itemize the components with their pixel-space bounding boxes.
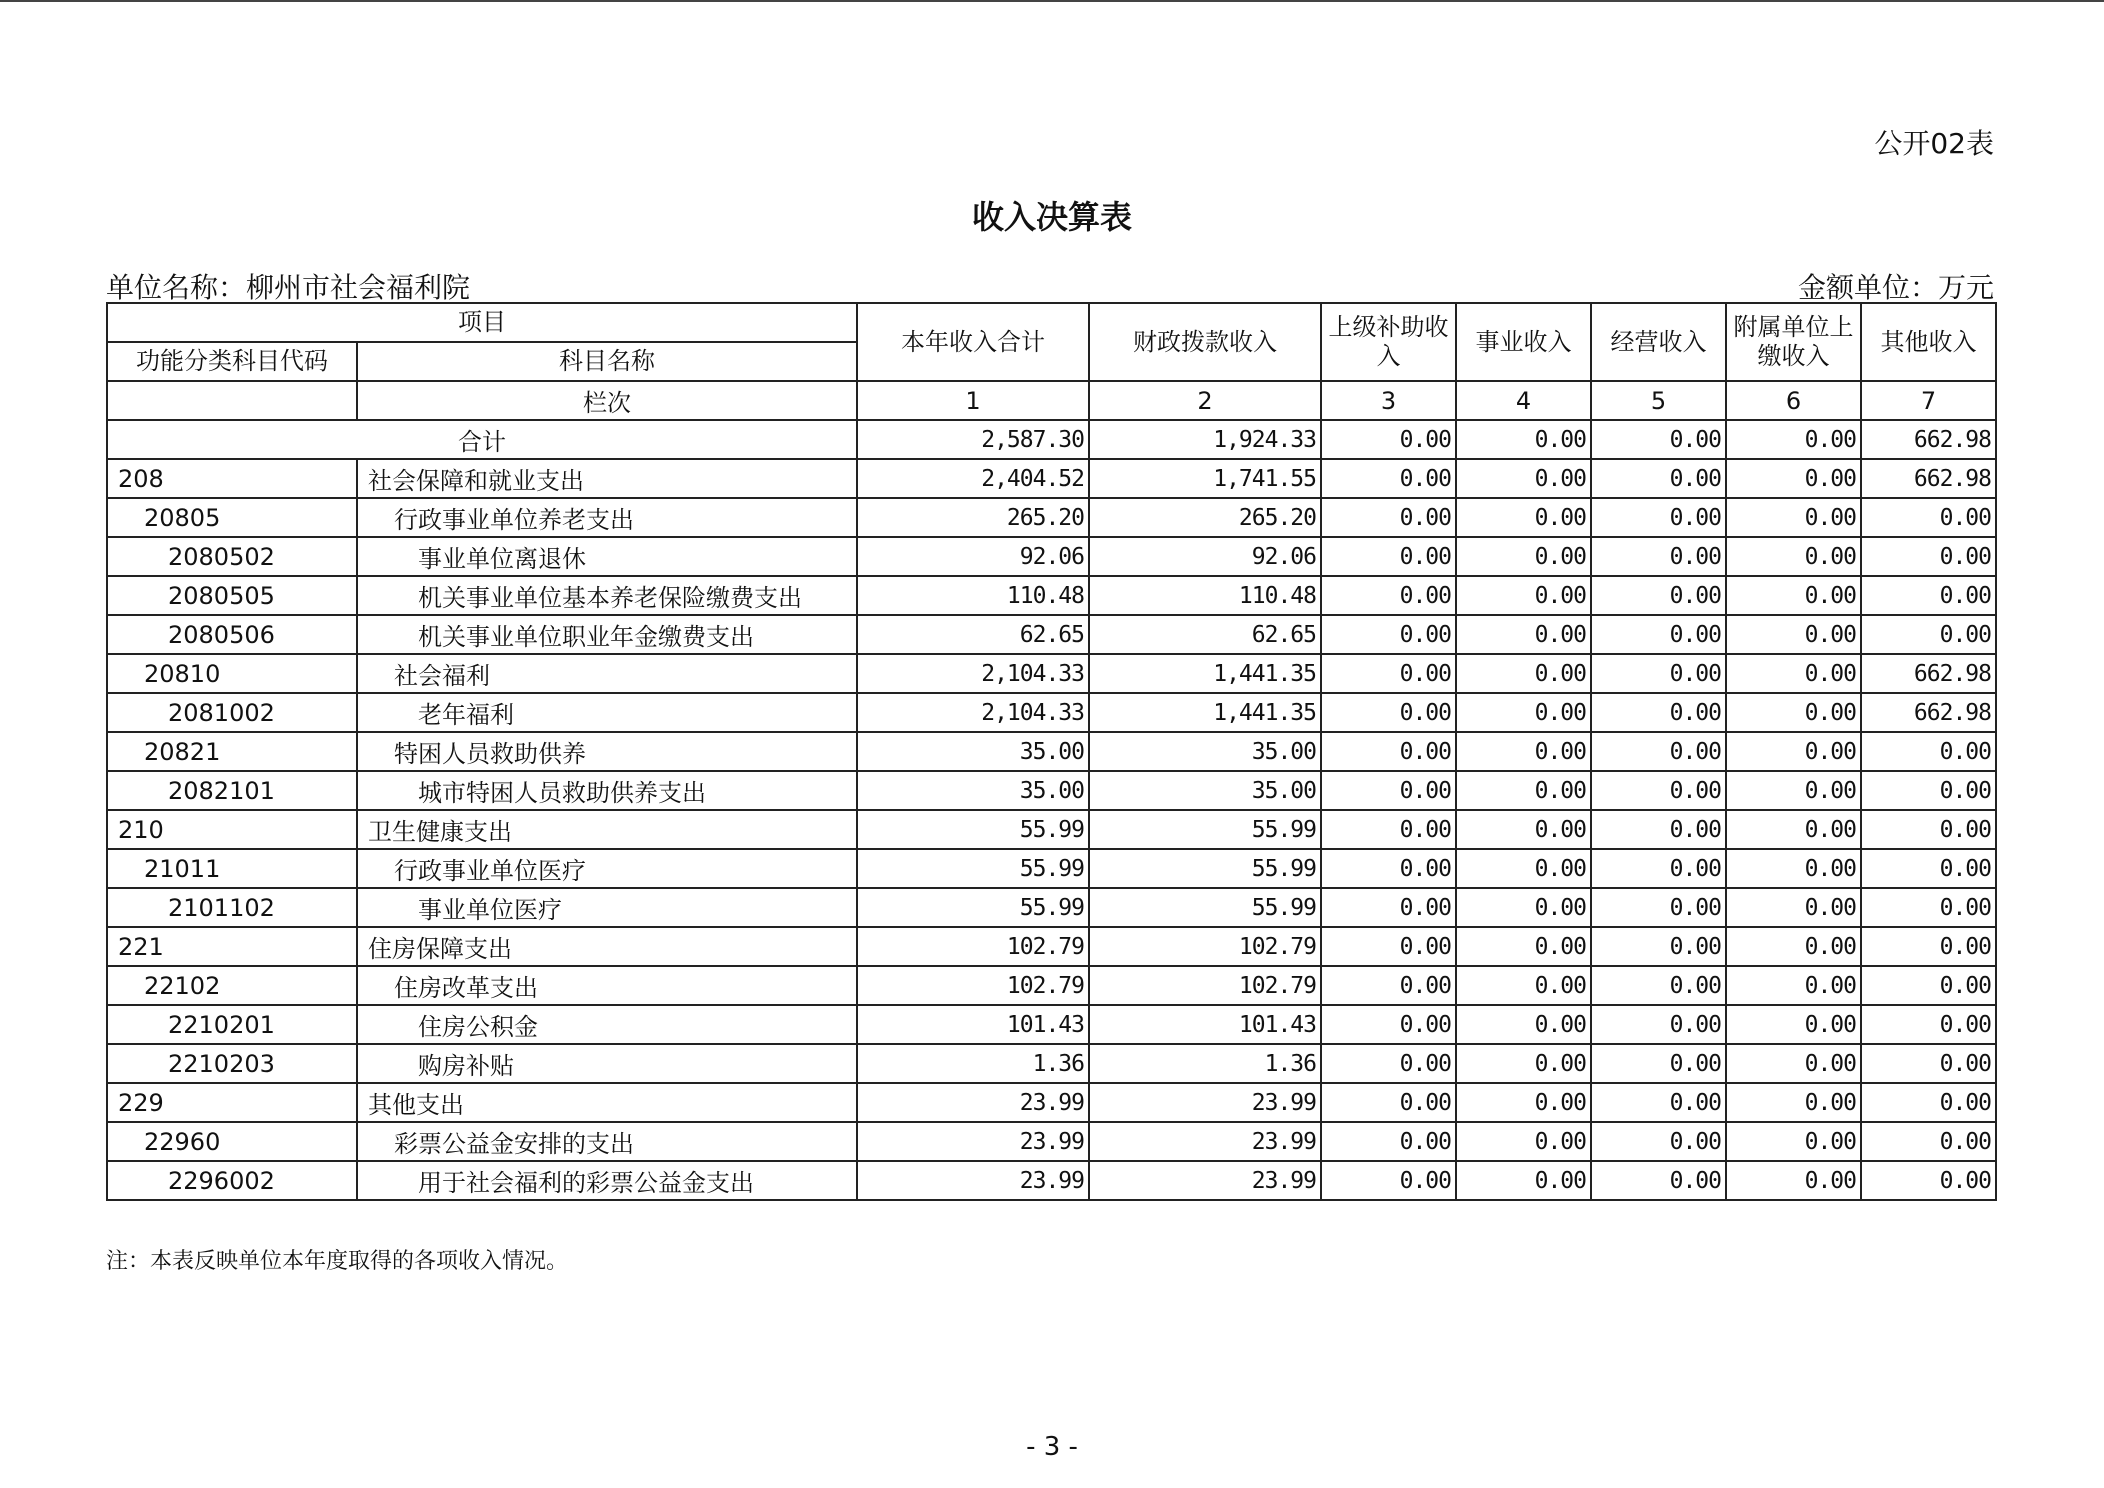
amount-cell: 1.36 (1089, 1044, 1321, 1083)
amount-cell: 0.00 (1591, 537, 1726, 576)
amount-cell: 0.00 (1861, 1005, 1996, 1044)
subject-name: 住房保障支出 (357, 927, 857, 966)
amount-cell: 0.00 (1456, 966, 1591, 1005)
subject-code: 20821 (107, 732, 357, 771)
amount-cell: 0.00 (1321, 498, 1456, 537)
amount-cell: 0.00 (1726, 1161, 1861, 1200)
total-cell: 1,924.33 (1089, 420, 1321, 459)
header-operating-income: 经营收入 (1591, 303, 1726, 381)
amount-cell: 0.00 (1321, 1005, 1456, 1044)
table-row (107, 810, 1996, 849)
amount-cell: 55.99 (1089, 888, 1321, 927)
table-row (107, 927, 1996, 966)
amount-cell: 0.00 (1861, 537, 1996, 576)
amount-cell: 0.00 (1861, 927, 1996, 966)
amount-cell: 101.43 (857, 1005, 1089, 1044)
amount-cell: 0.00 (1591, 498, 1726, 537)
amount-cell: 0.00 (1861, 1044, 1996, 1083)
amount-cell: 0.00 (1591, 1044, 1726, 1083)
table-row (107, 732, 1996, 771)
amount-cell: 0.00 (1726, 771, 1861, 810)
subject-code: 2080505 (107, 576, 357, 615)
col-num: 4 (1456, 381, 1591, 420)
amount-cell: 0.00 (1591, 1122, 1726, 1161)
amount-cell: 0.00 (1726, 810, 1861, 849)
table-row (107, 615, 1996, 654)
subject-code: 2080502 (107, 537, 357, 576)
amount-cell: 23.99 (857, 1083, 1089, 1122)
amount-cell: 101.43 (1089, 1005, 1321, 1044)
table-row (107, 771, 1996, 810)
subject-code: 22960 (107, 1122, 357, 1161)
amount-cell: 0.00 (1726, 849, 1861, 888)
amount-cell: 23.99 (1089, 1161, 1321, 1200)
amount-cell: 55.99 (857, 849, 1089, 888)
table-row (107, 1044, 1996, 1083)
amount-cell: 0.00 (1456, 1044, 1591, 1083)
amount-cell: 0.00 (1321, 888, 1456, 927)
header-code: 功能分类科目代码 (107, 342, 357, 381)
total-cell: 2,587.30 (857, 420, 1089, 459)
subject-code: 2296002 (107, 1161, 357, 1200)
page-number: - 3 - (1026, 1432, 1078, 1462)
amount-cell: 2,104.33 (857, 693, 1089, 732)
subject-code: 208 (107, 459, 357, 498)
amount-cell: 0.00 (1456, 810, 1591, 849)
table-row (107, 459, 1996, 498)
table-row (107, 1122, 1996, 1161)
amount-cell: 23.99 (857, 1161, 1089, 1200)
amount-cell: 0.00 (1726, 1122, 1861, 1161)
amount-cell: 662.98 (1861, 693, 1996, 732)
total-cell: 0.00 (1321, 420, 1456, 459)
amount-cell: 0.00 (1726, 1005, 1861, 1044)
subject-name: 老年福利 (357, 693, 857, 732)
amount-cell: 1.36 (857, 1044, 1089, 1083)
subject-name: 购房补贴 (357, 1044, 857, 1083)
subject-code: 2210203 (107, 1044, 357, 1083)
subject-name: 社会保障和就业支出 (357, 459, 857, 498)
amount-cell: 0.00 (1321, 1083, 1456, 1122)
amount-cell: 0.00 (1321, 693, 1456, 732)
subject-name: 机关事业单位职业年金缴费支出 (357, 615, 857, 654)
amount-cell: 102.79 (857, 927, 1089, 966)
table-row (107, 537, 1996, 576)
amount-cell: 0.00 (1456, 771, 1591, 810)
subject-code: 2081002 (107, 693, 357, 732)
amount-cell: 23.99 (857, 1122, 1089, 1161)
table-row (107, 1161, 1996, 1200)
amount-cell: 110.48 (1089, 576, 1321, 615)
amount-cell: 35.00 (857, 732, 1089, 771)
subject-code: 221 (107, 927, 357, 966)
amount-cell: 0.00 (1321, 1122, 1456, 1161)
total-label: 合计 (107, 420, 857, 459)
amount-cell: 35.00 (1089, 771, 1321, 810)
amount-cell: 55.99 (1089, 849, 1321, 888)
amount-cell: 662.98 (1861, 459, 1996, 498)
amount-cell: 0.00 (1861, 498, 1996, 537)
amount-cell: 0.00 (1726, 576, 1861, 615)
amount-cell: 0.00 (1726, 459, 1861, 498)
amount-cell: 0.00 (1861, 1122, 1996, 1161)
amount-cell: 23.99 (1089, 1083, 1321, 1122)
amount-cell: 0.00 (1726, 654, 1861, 693)
amount-cell: 0.00 (1591, 888, 1726, 927)
table-row (107, 498, 1996, 537)
amount-cell: 0.00 (1456, 693, 1591, 732)
subject-code: 2080506 (107, 615, 357, 654)
amount-cell: 0.00 (1456, 459, 1591, 498)
amount-cell: 0.00 (1591, 966, 1726, 1005)
amount-cell: 0.00 (1861, 1161, 1996, 1200)
col-label-blank (107, 381, 357, 420)
amount-cell: 55.99 (1089, 810, 1321, 849)
amount-cell: 0.00 (1456, 1161, 1591, 1200)
header-item: 项目 (107, 303, 857, 342)
footnote: 注：本表反映单位本年度取得的各项收入情况。 (106, 1249, 569, 1274)
amount-cell: 0.00 (1726, 498, 1861, 537)
subject-name: 住房改革支出 (357, 966, 857, 1005)
table-row (107, 849, 1996, 888)
subject-name: 其他支出 (357, 1083, 857, 1122)
table-row (107, 576, 1996, 615)
subject-name: 社会福利 (357, 654, 857, 693)
amount-cell: 0.00 (1321, 966, 1456, 1005)
col-label: 栏次 (357, 381, 857, 420)
table-row (107, 966, 1996, 1005)
unit-name: 单位名称：柳州市社会福利院 (106, 271, 471, 304)
subject-name: 用于社会福利的彩票公益金支出 (357, 1161, 857, 1200)
amount-cell: 0.00 (1861, 576, 1996, 615)
amount-cell: 1,441.35 (1089, 693, 1321, 732)
amount-cell: 0.00 (1456, 615, 1591, 654)
amount-cell: 0.00 (1726, 693, 1861, 732)
top-border-line (0, 0, 2104, 2)
subject-name: 事业单位医疗 (357, 888, 857, 927)
amount-cell: 62.65 (1089, 615, 1321, 654)
amount-cell: 0.00 (1726, 615, 1861, 654)
subject-code: 20810 (107, 654, 357, 693)
subject-name: 行政事业单位医疗 (357, 849, 857, 888)
header-name: 科目名称 (357, 342, 857, 381)
amount-cell: 2,404.52 (857, 459, 1089, 498)
amount-cell: 0.00 (1321, 927, 1456, 966)
amount-cell: 0.00 (1591, 576, 1726, 615)
total-cell: 0.00 (1726, 420, 1861, 459)
subject-code: 229 (107, 1083, 357, 1122)
amount-cell: 1,441.35 (1089, 654, 1321, 693)
amount-cell: 0.00 (1591, 1161, 1726, 1200)
amount-cell: 0.00 (1726, 537, 1861, 576)
header-total-income: 本年收入合计 (857, 303, 1089, 381)
amount-cell: 35.00 (1089, 732, 1321, 771)
total-cell: 0.00 (1591, 420, 1726, 459)
amount-cell: 0.00 (1591, 1083, 1726, 1122)
amount-cell: 0.00 (1321, 615, 1456, 654)
amount-cell: 0.00 (1861, 888, 1996, 927)
amount-cell: 92.06 (1089, 537, 1321, 576)
subject-name: 特困人员救助供养 (357, 732, 857, 771)
amount-cell: 0.00 (1861, 810, 1996, 849)
total-cell: 0.00 (1456, 420, 1591, 459)
amount-cell: 0.00 (1456, 654, 1591, 693)
amount-cell: 0.00 (1591, 810, 1726, 849)
amount-cell: 0.00 (1591, 654, 1726, 693)
amount-cell: 0.00 (1861, 849, 1996, 888)
amount-cell: 0.00 (1321, 732, 1456, 771)
total-row (107, 420, 1996, 459)
col-num: 6 (1726, 381, 1861, 420)
amount-cell: 0.00 (1861, 732, 1996, 771)
amount-cell: 0.00 (1456, 849, 1591, 888)
subject-name: 行政事业单位养老支出 (357, 498, 857, 537)
header-affiliate-income: 附属单位上缴收入 (1726, 303, 1861, 381)
table-row (107, 654, 1996, 693)
header-superior-subsidy: 上级补助收入 (1321, 303, 1456, 381)
subject-code: 21011 (107, 849, 357, 888)
amount-unit: 金额单位：万元 (1797, 271, 1994, 304)
amount-cell: 0.00 (1456, 732, 1591, 771)
col-num: 5 (1591, 381, 1726, 420)
amount-cell: 0.00 (1321, 537, 1456, 576)
subject-name: 住房公积金 (357, 1005, 857, 1044)
amount-cell: 0.00 (1726, 1083, 1861, 1122)
amount-cell: 0.00 (1861, 771, 1996, 810)
amount-cell: 0.00 (1726, 927, 1861, 966)
amount-cell: 102.79 (857, 966, 1089, 1005)
amount-cell: 55.99 (857, 888, 1089, 927)
amount-cell: 0.00 (1321, 459, 1456, 498)
amount-cell: 102.79 (1089, 927, 1321, 966)
amount-cell: 0.00 (1321, 654, 1456, 693)
amount-cell: 0.00 (1456, 537, 1591, 576)
subject-name: 城市特困人员救助供养支出 (357, 771, 857, 810)
col-num: 7 (1861, 381, 1996, 420)
amount-cell: 0.00 (1321, 849, 1456, 888)
subject-code: 2210201 (107, 1005, 357, 1044)
amount-cell: 0.00 (1456, 1122, 1591, 1161)
amount-cell: 0.00 (1321, 576, 1456, 615)
amount-cell: 62.65 (857, 615, 1089, 654)
amount-cell: 0.00 (1861, 966, 1996, 1005)
amount-cell: 265.20 (1089, 498, 1321, 537)
amount-cell: 265.20 (857, 498, 1089, 537)
amount-cell: 55.99 (857, 810, 1089, 849)
col-num: 3 (1321, 381, 1456, 420)
amount-cell: 0.00 (1456, 576, 1591, 615)
amount-cell: 662.98 (1861, 654, 1996, 693)
page-title: 收入决算表 (971, 198, 1132, 236)
amount-cell: 1,741.55 (1089, 459, 1321, 498)
table-row (107, 888, 1996, 927)
subject-name: 机关事业单位基本养老保险缴费支出 (357, 576, 857, 615)
subject-name: 彩票公益金安排的支出 (357, 1122, 857, 1161)
amount-cell: 0.00 (1726, 732, 1861, 771)
form-number: 公开02表 (1874, 127, 1994, 160)
amount-cell: 0.00 (1456, 888, 1591, 927)
amount-cell: 0.00 (1321, 771, 1456, 810)
subject-code: 2082101 (107, 771, 357, 810)
amount-cell: 0.00 (1726, 966, 1861, 1005)
subject-code: 210 (107, 810, 357, 849)
total-cell: 662.98 (1861, 420, 1996, 459)
subject-code: 2101102 (107, 888, 357, 927)
amount-cell: 2,104.33 (857, 654, 1089, 693)
amount-cell: 0.00 (1321, 1161, 1456, 1200)
amount-cell: 23.99 (1089, 1122, 1321, 1161)
table-row (107, 1083, 1996, 1122)
amount-cell: 0.00 (1861, 1083, 1996, 1122)
income-table (106, 302, 1997, 1201)
column-number-row (107, 381, 1996, 420)
amount-cell: 0.00 (1591, 732, 1726, 771)
header-business-income: 事业收入 (1456, 303, 1591, 381)
subject-name: 卫生健康支出 (357, 810, 857, 849)
subject-code: 20805 (107, 498, 357, 537)
amount-cell: 110.48 (857, 576, 1089, 615)
table-row (107, 693, 1996, 732)
amount-cell: 0.00 (1591, 771, 1726, 810)
amount-cell: 102.79 (1089, 966, 1321, 1005)
col-num: 2 (1089, 381, 1321, 420)
amount-cell: 0.00 (1591, 849, 1726, 888)
amount-cell: 0.00 (1591, 1005, 1726, 1044)
table-row (107, 1005, 1996, 1044)
header-fiscal-income: 财政拨款收入 (1089, 303, 1321, 381)
amount-cell: 0.00 (1591, 927, 1726, 966)
amount-cell: 0.00 (1861, 615, 1996, 654)
amount-cell: 0.00 (1591, 459, 1726, 498)
amount-cell: 0.00 (1726, 888, 1861, 927)
amount-cell: 0.00 (1726, 1044, 1861, 1083)
amount-cell: 0.00 (1321, 1044, 1456, 1083)
subject-code: 22102 (107, 966, 357, 1005)
col-num: 1 (857, 381, 1089, 420)
amount-cell: 0.00 (1456, 1083, 1591, 1122)
amount-cell: 35.00 (857, 771, 1089, 810)
amount-cell: 0.00 (1591, 615, 1726, 654)
amount-cell: 0.00 (1591, 693, 1726, 732)
subject-name: 事业单位离退休 (357, 537, 857, 576)
amount-cell: 0.00 (1456, 1005, 1591, 1044)
amount-cell: 0.00 (1456, 498, 1591, 537)
amount-cell: 0.00 (1321, 810, 1456, 849)
header-other-income: 其他收入 (1861, 303, 1996, 381)
amount-cell: 92.06 (857, 537, 1089, 576)
amount-cell: 0.00 (1456, 927, 1591, 966)
